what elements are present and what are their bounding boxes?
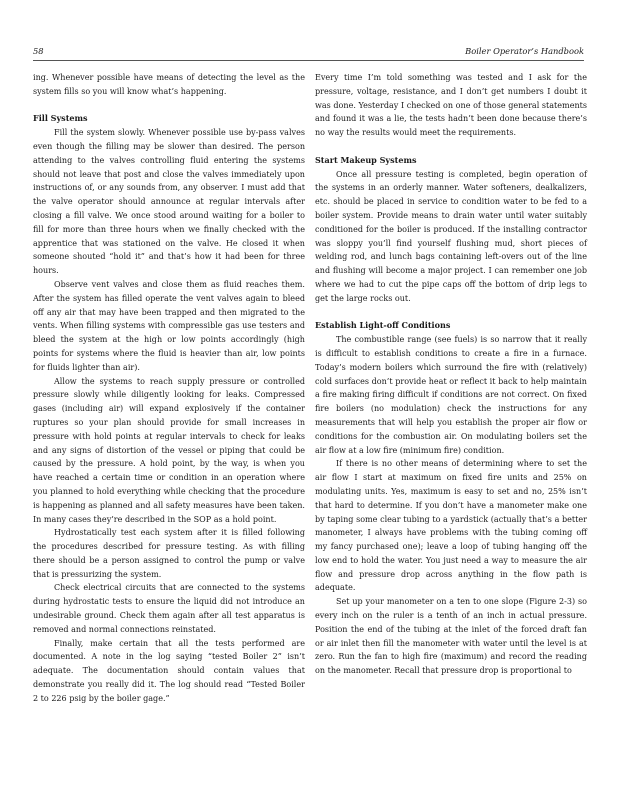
paragraph: If there is no other means of determining where to set the air flow I start at maximum on fixed fire units and 25% on modulating units. Yes, maximum is easy to set and no, 25% isn’t that hard to determine. If you don’t have a manometer make one by taping some clear tubing to a yardstick (actually that’s a better manometer, I always have problems with the tubing coming off my fancy purchased one); leave a loop of tubing hanging off the low end to hold the water. You just need a way to measure the air flow and pressure drop across anything in the flow path is adequate. (315, 459, 587, 593)
paragraph: Fill the system slowly. Whenever possible use by-pass valves even though the filling may be slower than desired. The person attending to the valves controlling fluid entering the systems should not leave that post and close the valves immediately upon instructions of, or any sounds from, any observer. I must add that the valve operator should announce at regular intervals after closing a fill valve. We once stood around waiting for a boiler to fill for more than three hours when we finally checked with the apprentice that was stationed on the valve. He closed it when someone shouted “hold it” and that’s how it had been for three hours. (33, 128, 305, 276)
right-column (315, 71, 587, 678)
running-header (33, 46, 584, 60)
section-heading-fill-systems: Fill Systems (33, 113, 88, 124)
left-column (33, 71, 305, 706)
section-heading-establish-light-off: Establish Light-off Conditions (315, 320, 451, 331)
paragraph: Finally, make certain that all the tests performed are documented. A note in the log saying “tested Boiler 2” isn’t adequate. The documentation should contain values that demonstrate you really did it. The log should read “Tested Boiler 2 to 226 psig by the boiler gage.” (33, 638, 305, 703)
paragraph: Check electrical circuits that are connected to the systems during hydrostatic tests to ensure the liquid did not introduce an undesirable ground. Check them again after all test apparatus is removed and normal connections reinstated. (33, 583, 305, 634)
paragraph: Once all pressure testing is completed, begin operation of the systems in an orderly manner. Water softeners, dealkalizers, etc. should be placed in service to condition water to be fed to a boiler system. Provide means to drain water until water suitably conditioned for the boiler is produced. If the installing contractor was sloppy you’ll find yourself flushing mud, short pieces of welding rod, and lunch bags containing left-overs out of the line and flushing will become a major project. I can remember one job where we had to cut the pipe caps off the bottom of drip legs to get the large rocks out. (315, 169, 587, 303)
section-heading-start-makeup-systems: Start Makeup Systems (315, 154, 417, 165)
paragraph: Observe vent valves and close them as fluid reaches them. After the system has filled operate the vent valves again to bleed off any air that may have been trapped and then migrated to the vents. When filling systems with compressible gas use testers and bleed the system at the high or low points accordingly (high points for systems where the fluid is heavier than air, low points for fluids lighter than air). (33, 279, 305, 372)
paragraph: Every time I’m told something was tested and I ask for the pressure, voltage, resistance, and I don’t get numbers I doubt it was done. Yesterday I checked on one of those general statements and found it was a lie, the tests hadn’t been done because there’s no way the results would meet the requirements. (315, 73, 587, 138)
paragraph: Allow the systems to reach supply pressure or controlled pressure slowly while diligently looking for leaks. Compressed gases (including air) will expand explosively if the container ruptures so your plan should provide for small increases in pressure with hold points at regular intervals to check for leaks and any signs of distortion of the vessel or piping that could be caused by the pressure. A hold point, by the way, is when you have reached a certain time or condition in an operation where you planned to hold everything while checking that the procedure is happening as planned and all safety measures have been taken. In many cases they’re described in the SOP as a hold point. (33, 376, 305, 524)
paragraph: The combustible range (see fuels) is so narrow that it really is difficult to establish conditions to create a fire in a furnace. Today’s modern boilers which surround the fire with (relatively) cold surfaces don’t provide heat or reflect it back to help maintain a fire making firing difficult if conditions are not correct. On fixed fire boilers (no modulation) check the instructions for any measurements that will help you establish the proper air flow or conditions for the combustion air. On modulating boilers set the air flow at a low fire (minimum fire) condition. (315, 335, 587, 455)
paragraph: Hydrostatically test each system after it is filled following the procedures described for pressure testing. As with filling there should be a person assigned to control the pump or valve that is pressurizing the system. (33, 528, 305, 579)
paragraph: ing. Whenever possible have means of detecting the level as the system fills so you will know what’s happening. (33, 73, 305, 96)
page-number: 58 (33, 46, 44, 56)
book-title: Boiler Operator’s Handbook (465, 46, 584, 56)
paragraph: Set up your manometer on a ten to one slope (Figure 2-3) so every inch on the ruler is a tenth of an inch in actual pressure. Position the end of the tubing at the inlet of the forced draft fan or air inlet then fill the manometer with water until the level is at zero. Run the fan to high fire (maximum) and record the reading on the manometer. Recall that pressure drop is proportional to (315, 597, 587, 676)
header-rule (33, 60, 584, 61)
